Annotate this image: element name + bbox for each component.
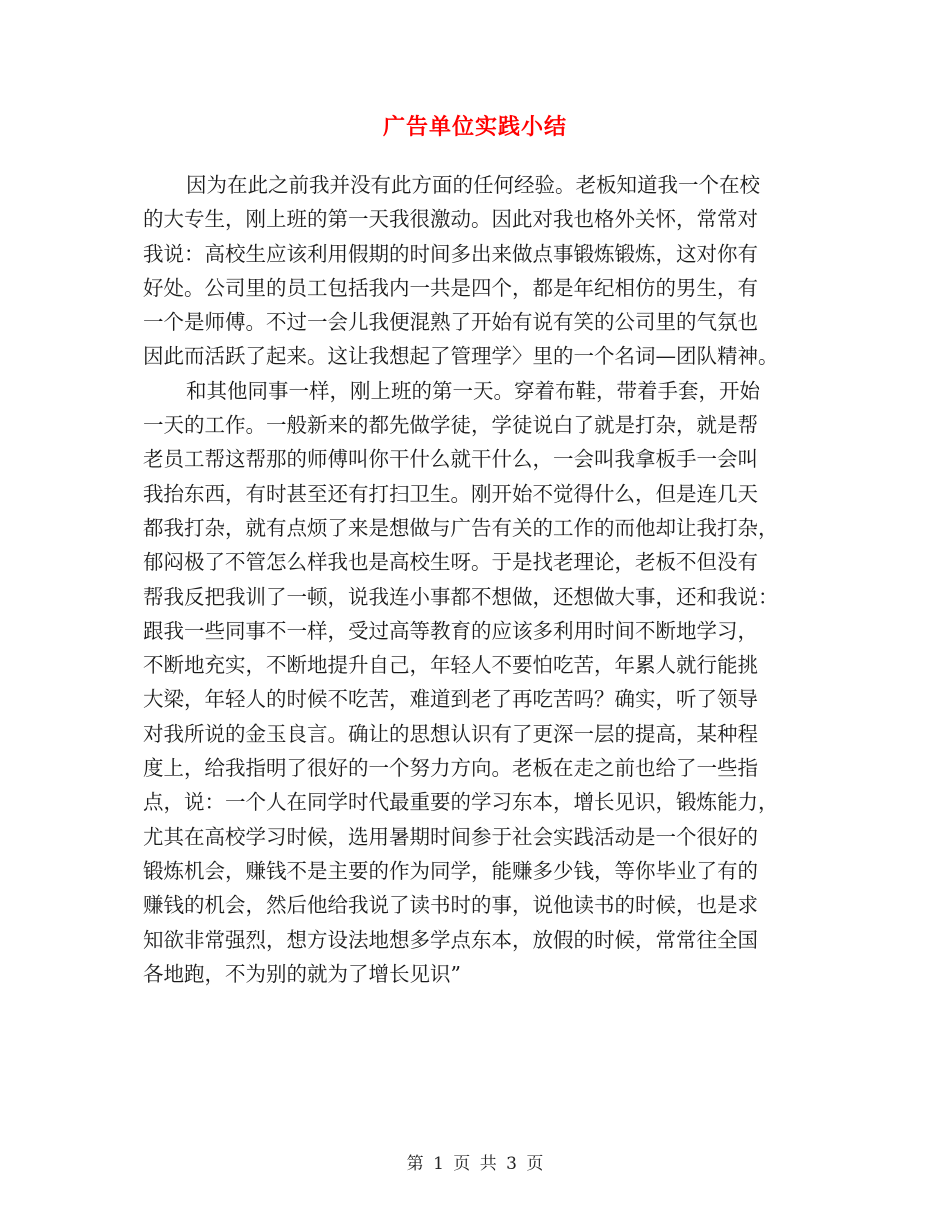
paragraph-line: 不断地充实，不断地提升自己，年轻人不要怕吃苦，年累人就行能挑 <box>143 653 758 678</box>
paragraph-line: 帮我反把我训了一顿，说我连小事都不想做，还想做大事，还和我说： <box>143 584 779 609</box>
paragraph-line: 度上，给我指明了很好的一个努力方向。老板在走之前也给了一些指 <box>143 756 758 781</box>
paragraph-line: 因为在此之前我并没有此方面的任何经验。老板知道我一个在校 <box>186 173 760 197</box>
paragraph-line: 郁闷极了不管怎么样我也是高校生呀。于是找老理论，老板不但没有 <box>143 550 758 575</box>
paragraph-line: 好处。公司里的员工包括我内一共是四个，都是年纪相仿的男生，有 <box>143 275 758 300</box>
paragraph-line: 锻炼机会，赚钱不是主要的作为同学，能赚多少钱，等你毕业了有的 <box>143 858 758 883</box>
paragraph-line: 对我所说的金玉良言。确让的思想认识有了更深一层的提高，某种程 <box>143 721 758 746</box>
paragraph-line: 一天的工作。一般新来的都先做学徒，学徒说白了就是打杂，就是帮 <box>143 413 758 438</box>
paragraph-line: 老员工帮这帮那的师傅叫你干什么就干什么，一会叫我拿板手一会叫 <box>143 447 758 472</box>
paragraph-line: 都我打杂，就有点烦了来是想做与广告有关的工作的而他却让我打杂， <box>143 515 779 540</box>
paragraph-line: 赚钱的机会，然后他给我说了读书时的事，说他读书的时候，也是求 <box>143 893 758 918</box>
page-number-footer: 第 1 页 共 3 页 <box>406 1154 544 1174</box>
paragraph-line: 各地跑，不为别的就为了增长见识” <box>143 961 461 986</box>
paragraph-line: 因此而活跃了起来。这让我想起了管理学〉里的一个名词—团队精神。 <box>143 344 779 369</box>
paragraph-line: 大梁，年轻人的时候不吃苦，难道到老了再吃苦吗？确实，听了领导 <box>143 687 758 712</box>
paragraph-line: 一个是师傅。不过一会儿我便混熟了开始有说有笑的公司里的气氛也 <box>143 310 758 335</box>
paragraph-line: 点，说：一个人在同学时代最重要的学习东本，增长见识，锻炼能力， <box>143 790 779 815</box>
document-title: 广告单位实践小结 <box>382 115 567 140</box>
document-body <box>143 168 808 991</box>
paragraph-line: 的大专生，刚上班的第一天我很激动。因此对我也格外关怀，常常对 <box>143 207 758 232</box>
paragraph-line: 我抬东西，有时甚至还有打扫卫生。刚开始不觉得什么，但是连几天 <box>143 481 758 506</box>
paragraph-line: 和其他同事一样，刚上班的第一天。穿着布鞋，带着手套，开始 <box>186 378 760 403</box>
paragraph-line: 知欲非常强烈，想方设法地想多学点东本，放假的时候，常常往全国 <box>143 927 758 952</box>
paragraph-line: 尤其在高校学习时候，选用暑期时间参于社会实践活动是一个很好的 <box>143 824 758 849</box>
paragraph-line: 跟我一些同事不一样，受过高等教育的应该多利用时间不断地学习， <box>143 618 758 643</box>
paragraph-line: 我说：高校生应该利用假期的时间多出来做点事锻炼锻炼，这对你有 <box>143 241 758 266</box>
